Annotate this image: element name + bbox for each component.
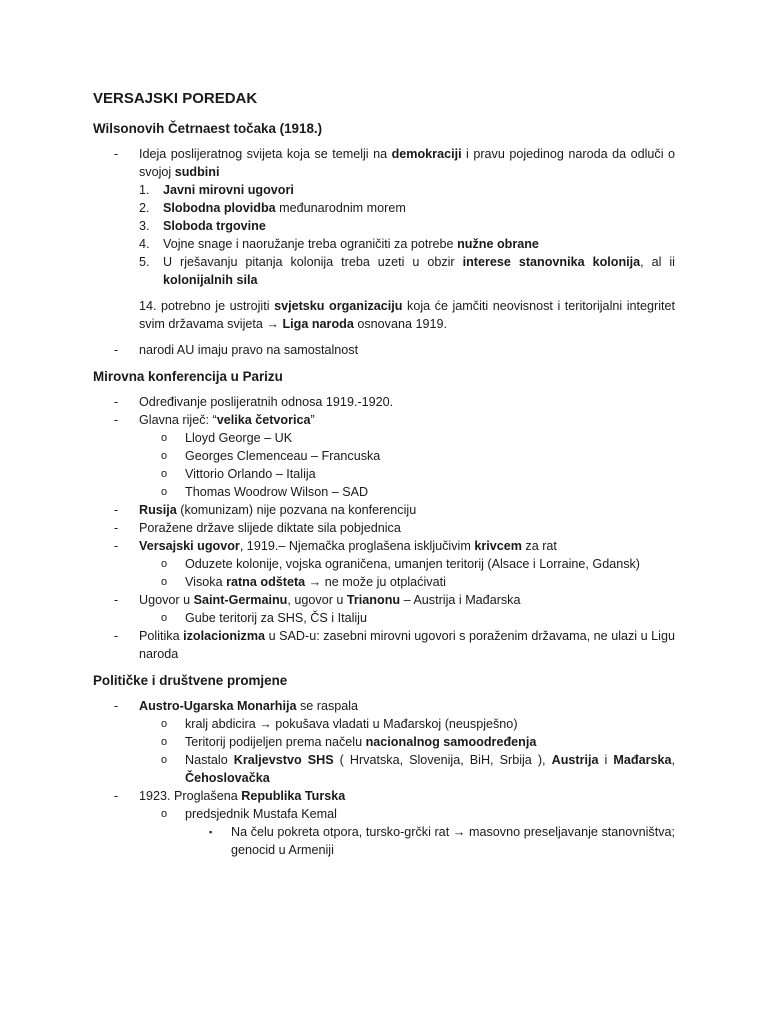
- text: Gube teritorij za SHS, ČS i Italiju: [185, 611, 367, 625]
- section-heading-wilson: Wilsonovih Četrnaest točaka (1918.): [93, 121, 323, 136]
- sub-bullet-item: [93, 733, 675, 751]
- sub-bullet-item: [93, 751, 675, 787]
- sub-bullet-item: [93, 429, 675, 447]
- dash-marker: -: [114, 629, 119, 643]
- sub-bullet-item: [93, 573, 675, 591]
- bold-text: Austro-Ugarska Monarhija: [139, 699, 297, 713]
- item-number: 2.: [139, 201, 150, 215]
- text: , al ii: [640, 255, 675, 269]
- sub-bullet-item: [93, 609, 675, 627]
- bold-text: Slobodna plovidba: [163, 201, 276, 215]
- bold-text: demokraciji: [391, 147, 462, 161]
- item-number: 3.: [139, 219, 150, 233]
- text: pokušava vladati u Mađarskoj (neuspješno): [271, 717, 518, 731]
- dash-marker: -: [114, 789, 119, 803]
- circle-marker: o: [161, 558, 168, 570]
- sub-sub-bullet-item: [93, 823, 675, 859]
- bold-text: Javni mirovni ugovori: [163, 183, 294, 197]
- dash-marker: -: [114, 521, 119, 535]
- circle-marker: o: [161, 450, 168, 462]
- circle-marker: o: [161, 576, 168, 588]
- text: i: [598, 753, 614, 767]
- bold-text: nacionalnog samoodređenja: [365, 735, 537, 749]
- item-number: 5.: [139, 255, 150, 269]
- text: Ugovor u: [139, 593, 194, 607]
- square-marker: ▪: [209, 827, 213, 837]
- bold-text: ratna odšteta: [226, 575, 306, 589]
- bold-text: Čehoslovačka: [185, 771, 270, 785]
- text: narodi AU imaju pravo na samostalnost: [139, 343, 359, 357]
- arrow-icon: →: [308, 575, 322, 589]
- text: koja će jamčiti neovisnost i teritorijalni integritet svim državama svijeta: [139, 299, 676, 331]
- dash-marker: -: [114, 147, 119, 161]
- text: 14. potrebno je ustrojiti: [139, 299, 275, 313]
- bold-text: Austrija: [551, 753, 599, 767]
- bold-text: Rusija: [139, 503, 177, 517]
- text: Poražene države slijede diktate sila pobjednica: [139, 521, 401, 535]
- bold-text: velika četvorica: [216, 413, 311, 427]
- section-heading-political-changes: Političke i društvene promjene: [93, 673, 288, 688]
- bullet-item: [93, 627, 675, 663]
- text: U rješavanju pitanja kolonija treba uzeti u obzir: [163, 255, 463, 269]
- dash-marker: -: [114, 503, 119, 517]
- text: Visoka: [185, 575, 227, 589]
- document-page: [93, 88, 675, 859]
- bold-text: Trianonu: [346, 593, 401, 607]
- text: Glavna riječ: “: [139, 413, 217, 427]
- bold-text: Sloboda trgovine: [163, 219, 266, 233]
- circle-marker: o: [161, 612, 168, 624]
- text: , 1919.– Njemačka proglašena isključivim: [239, 539, 475, 553]
- bold-text: krivcem: [474, 539, 522, 553]
- text: osnovana 1919.: [353, 317, 447, 331]
- arrow-icon: →: [259, 717, 272, 731]
- bullet-item: [93, 697, 675, 715]
- circle-marker: o: [161, 736, 168, 748]
- sub-bullet-item: [93, 555, 675, 573]
- text: Nastalo: [185, 753, 234, 767]
- text: Vojne snage i naoružanje treba ograničiti za potrebe: [163, 237, 458, 251]
- sub-bullet-item: [93, 465, 675, 483]
- sub-bullet-item: [93, 483, 675, 501]
- text: , ugovor u: [287, 593, 347, 607]
- text: predsjednik Mustafa Kemal: [185, 807, 337, 821]
- text: za rat: [521, 539, 557, 553]
- text: ,: [671, 753, 675, 767]
- bullet-item: [93, 393, 675, 411]
- dash-marker: -: [114, 343, 119, 357]
- bold-text: kolonijalnih sila: [163, 273, 258, 287]
- text: 1923. Proglašena: [139, 789, 242, 803]
- text: u SAD-u: zasebni mirovni ugovori s poraženim državama, ne ulazi u Ligu naroda: [139, 629, 675, 661]
- text: Lloyd George – UK: [185, 431, 293, 445]
- bullet-item: [93, 537, 675, 555]
- text: Vittorio Orlando – Italija: [185, 467, 316, 481]
- sub-bullet-item: [93, 447, 675, 465]
- bullet-item: [93, 591, 675, 609]
- bold-text: Kraljevstvo SHS: [233, 753, 334, 767]
- arrow-icon: →: [266, 317, 279, 331]
- text: ne može ju otplaćivati: [321, 575, 446, 589]
- bullet-item: [93, 519, 675, 537]
- numbered-item: [93, 181, 675, 199]
- bullet-item: [93, 501, 675, 519]
- text: Thomas Woodrow Wilson – SAD: [185, 485, 369, 499]
- text: Na čelu pokreta otpora, tursko-grčki rat: [231, 825, 453, 839]
- text: ”: [310, 413, 315, 427]
- bold-text: sudbini: [174, 165, 220, 179]
- item-number: 1.: [139, 183, 150, 197]
- document-title: VERSAJSKI POREDAK: [93, 90, 258, 107]
- bold-text: Versajski ugovor: [139, 539, 240, 553]
- numbered-item: [93, 199, 675, 217]
- bold-text: Liga naroda: [282, 317, 354, 331]
- circle-marker: o: [161, 718, 168, 730]
- paragraph-point-14: [93, 297, 675, 333]
- bold-text: izolacionizma: [183, 629, 266, 643]
- bold-text: Republika Turska: [241, 789, 346, 803]
- text: Georges Clemenceau – Francuska: [185, 449, 381, 463]
- bold-text: Mađarska: [613, 753, 672, 767]
- numbered-item: [93, 235, 675, 253]
- circle-marker: o: [161, 486, 168, 498]
- text: Ideja poslijeratnog svijeta koja se temelji na: [139, 147, 392, 161]
- sub-bullet-item: [93, 715, 675, 733]
- text: Politika: [139, 629, 184, 643]
- circle-marker: o: [161, 808, 168, 820]
- numbered-item: [93, 217, 675, 235]
- text: ( Hrvatska, Slovenija, BiH, Srbija ),: [333, 753, 552, 767]
- bold-text: Saint-Germainu: [193, 593, 288, 607]
- bullet-item: [93, 341, 675, 359]
- text: Oduzete kolonije, vojska ograničena, umanjen teritorij (Alsace i Lorraine, Gdansk): [185, 557, 641, 571]
- bullet-item: [93, 411, 675, 429]
- text: kralj abdicira: [185, 717, 260, 731]
- text: Određivanje poslijeratnih odnosa 1919.-1920.: [139, 395, 394, 409]
- text: Teritorij podijeljen prema načelu: [185, 735, 366, 749]
- dash-marker: -: [114, 413, 119, 427]
- text: masovno preseljavanje stanovništva; genocid u Armeniji: [231, 825, 676, 857]
- text: – Austrija i Mađarska: [400, 593, 521, 607]
- dash-marker: -: [114, 395, 119, 409]
- circle-marker: o: [161, 754, 168, 766]
- circle-marker: o: [161, 468, 168, 480]
- circle-marker: o: [161, 432, 168, 444]
- dash-marker: -: [114, 539, 119, 553]
- item-number: 4.: [139, 237, 150, 251]
- bold-text: nužne obrane: [457, 237, 539, 251]
- dash-marker: -: [114, 699, 119, 713]
- text: i pravu pojedinog naroda da odluči o svojoj: [139, 147, 675, 179]
- bold-text: svjetsku organizaciju: [274, 299, 403, 313]
- text: (komunizam) nije pozvana na konferenciju: [176, 503, 417, 517]
- arrow-icon: →: [452, 825, 466, 839]
- bold-text: interese stanovnika kolonija: [462, 255, 641, 269]
- text: međunarodnim morem: [275, 201, 406, 215]
- bullet-item: [93, 787, 675, 805]
- bullet-item: [93, 145, 675, 181]
- numbered-item: [93, 253, 675, 289]
- sub-bullet-item: [93, 805, 675, 823]
- text: se raspala: [296, 699, 359, 713]
- dash-marker: -: [114, 593, 119, 607]
- section-heading-paris: Mirovna konferencija u Parizu: [93, 369, 283, 384]
